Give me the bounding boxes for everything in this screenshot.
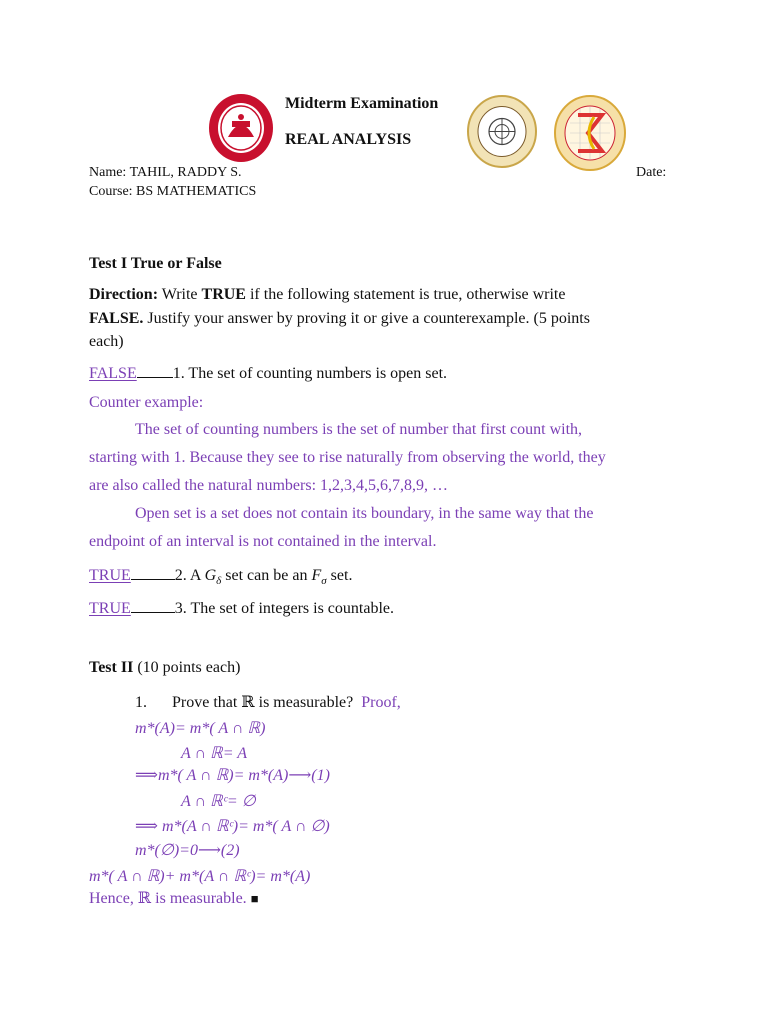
explanation-line: The set of counting numbers is the set of number that first count with, (135, 421, 583, 438)
question-text: Prove that ℝ is measurable? (172, 694, 354, 711)
answer-2: TRUE (89, 567, 131, 584)
test1-title: Test I True or False (89, 255, 222, 272)
explanation-line: Open set is a set does not contain its boundary, in the same way that the (135, 505, 594, 522)
student-course: Course: BS MATHEMATICS (89, 184, 257, 199)
test2-heading (89, 659, 240, 677)
university-seal-logo (208, 93, 274, 163)
direction-text: Write (158, 286, 202, 303)
test2-points: (10 points each) (133, 659, 241, 676)
question-2-text: 2. A (174, 567, 205, 584)
date-label: Date: (636, 165, 667, 180)
answer-blank (131, 578, 175, 580)
question-3-text: 3. The set of integers is countable. (174, 600, 394, 617)
proof-conclusion (89, 888, 259, 908)
direction-text: Justify your answer by proving it or give a counterexample. (5 points (143, 310, 590, 327)
question-2 (89, 567, 352, 587)
f-sigma-symbol: F (311, 567, 322, 584)
qed-symbol: ■ (250, 891, 259, 906)
conclusion-text: Hence, ℝ is measurable. (89, 890, 247, 907)
proof-line: m*(A)= m*( A ∩ ℝ) (135, 720, 266, 737)
question-1-text: 1. The set of counting numbers is open set. (172, 365, 448, 382)
direction-text: if the following statement is true, otherwise write (245, 286, 566, 303)
proof-line: m*(∅)=0⟶(2) (135, 842, 240, 859)
true-keyword: TRUE (201, 286, 246, 303)
g-delta-symbol: G (204, 567, 217, 584)
direction-label: Direction: (89, 286, 159, 303)
college-seal-logo (467, 95, 537, 168)
answer-3: TRUE (89, 600, 131, 617)
test2-title: Test II (89, 659, 134, 676)
g-delta-subscript: δ (216, 575, 222, 588)
exam-subject: REAL ANALYSIS (285, 131, 412, 148)
proof-label: Proof, (361, 694, 401, 711)
explanation-line: endpoint of an interval is not contained in the interval. (89, 533, 437, 550)
department-seal-logo (554, 95, 626, 171)
proof-line: ⟹ m*(A ∩ ℝᶜ)= m*( A ∩ ∅) (135, 818, 330, 835)
explanation-line: starting with 1. Because they see to rise naturally from observing the world, they (89, 449, 606, 466)
question-number: 1. (135, 694, 147, 711)
f-sigma-subscript: σ (321, 575, 327, 588)
proof-line: ⟹m*( A ∩ ℝ)= m*(A)⟶(1) (135, 767, 330, 784)
question-1 (89, 365, 447, 383)
answer-1: FALSE (89, 365, 137, 382)
counter-example-label: Counter example: (89, 394, 204, 411)
explanation-line: are also called the natural numbers: 1,2,3,4,5,6,7,8,9, … (89, 477, 449, 494)
question-3 (89, 600, 394, 618)
direction-line-1 (89, 286, 565, 304)
question-2-text: set. (326, 567, 353, 584)
question-2-text: set can be an (221, 567, 312, 584)
proof-line: m*( A ∩ ℝ)+ m*(A ∩ ℝᶜ)= m*(A) (89, 868, 311, 885)
proof-line: A ∩ ℝᶜ= ∅ (181, 793, 256, 810)
answer-blank (137, 376, 173, 378)
proof-line: A ∩ ℝ= A (181, 745, 247, 762)
direction-line-2 (89, 310, 590, 328)
direction-line-3: each) (89, 333, 124, 350)
test2-question (135, 692, 401, 712)
false-keyword: FALSE. (89, 310, 144, 327)
student-name: Name: TAHIL, RADDY S. (89, 165, 242, 180)
answer-blank (131, 611, 175, 613)
exam-title: Midterm Examination (285, 95, 439, 112)
